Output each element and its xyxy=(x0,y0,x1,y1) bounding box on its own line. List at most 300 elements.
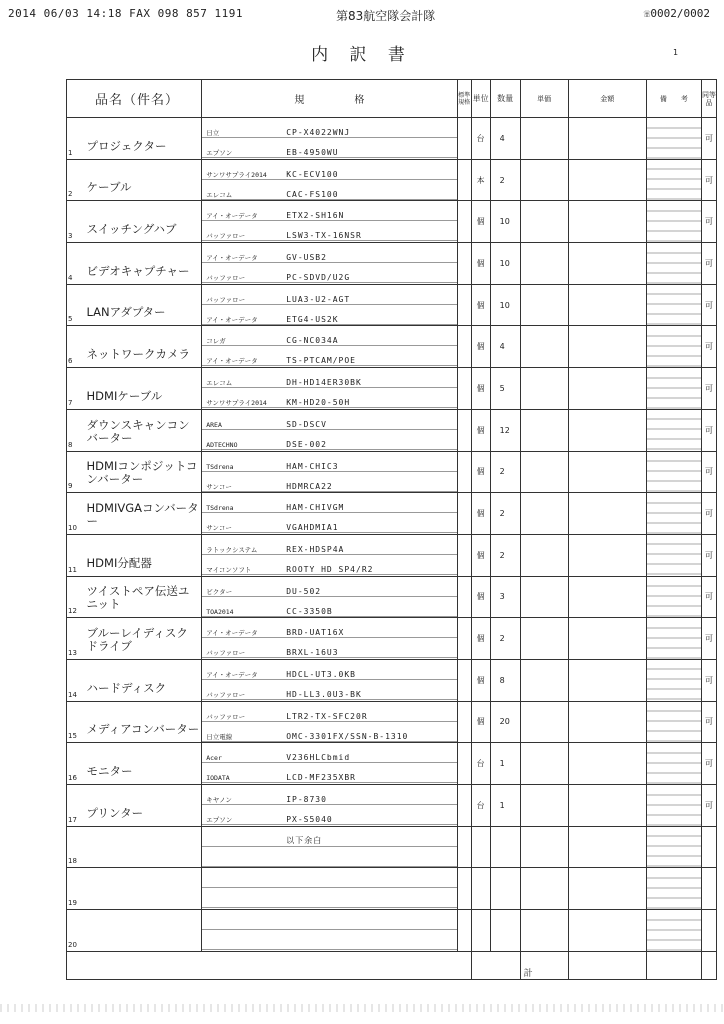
spec-model: DSE-002 xyxy=(286,439,327,449)
spec-line xyxy=(202,160,456,180)
spec-maker: アイ・オーデータ xyxy=(206,670,258,679)
item-note xyxy=(646,868,701,910)
spec-line xyxy=(202,326,456,346)
item-name: スイッチングハブ xyxy=(87,201,202,243)
spec-maker: サンコー xyxy=(206,524,232,533)
spec-line xyxy=(202,680,456,700)
spec-model: CC-3350B xyxy=(286,606,333,616)
item-unit: 台 xyxy=(471,118,490,160)
item-amount xyxy=(568,743,646,785)
item-note xyxy=(646,118,701,160)
spec-model: IP-8730 xyxy=(286,795,327,804)
spec-maker: バッファロー xyxy=(206,649,246,658)
item-row xyxy=(67,868,717,910)
item-spec xyxy=(202,201,457,243)
spec-line xyxy=(202,555,456,575)
spec-model: GV-USB2 xyxy=(286,253,327,263)
spec-line xyxy=(202,180,456,200)
spec-model: BRXL-16U3 xyxy=(286,648,339,658)
page-number: 1 xyxy=(673,48,679,57)
spec-model: SD-DSCV xyxy=(286,419,327,429)
item-name: HDMI分配器 xyxy=(87,534,202,576)
item-spec xyxy=(202,409,457,451)
item-standard xyxy=(457,451,471,493)
item-qty: 20 xyxy=(490,701,520,743)
item-name: ケーブル xyxy=(87,159,202,201)
item-standard xyxy=(457,659,471,701)
item-equivalent: 可 xyxy=(701,118,716,160)
item-equivalent xyxy=(701,910,716,952)
item-number: 20 xyxy=(67,910,87,952)
item-equivalent: 可 xyxy=(701,409,716,451)
item-qty: 4 xyxy=(490,118,520,160)
item-equivalent: 可 xyxy=(701,534,716,576)
header-note: 備 考 xyxy=(646,80,701,118)
spec-model: HD-LL3.0U3-BK xyxy=(286,689,362,699)
item-name: プリンター xyxy=(87,785,202,827)
spec-model: ETG4-US2K xyxy=(286,314,339,324)
spec-maker: コレガ xyxy=(206,337,226,346)
spec-line xyxy=(202,346,456,366)
item-amount xyxy=(568,618,646,660)
item-name xyxy=(87,826,202,868)
item-amount xyxy=(568,284,646,326)
spec-line xyxy=(202,638,456,658)
item-number: 2 xyxy=(67,159,87,201)
spec-model: ROOTY HD SP4/R2 xyxy=(286,564,374,574)
item-unit: 個 xyxy=(471,201,490,243)
item-unit: 個 xyxy=(471,451,490,493)
spec-line xyxy=(202,785,456,805)
spec-maker: 日立 xyxy=(206,129,220,137)
spec-model: OMC-3301FX/SSN-B-1310 xyxy=(286,731,409,741)
spec-maker: サンコー xyxy=(206,482,232,491)
spec-maker: IODATA xyxy=(206,774,230,783)
spec-line xyxy=(202,388,456,408)
item-qty: 2 xyxy=(490,493,520,535)
item-price xyxy=(520,159,568,201)
spec-maker: 日立電線 xyxy=(206,732,233,741)
spec-model: CG-NC034A xyxy=(286,336,339,346)
fax-header-line: 2014 06/03 14:18 FAX 098 857 1191 xyxy=(8,7,244,20)
spec-line xyxy=(202,618,456,638)
spec-maker: キヤノン xyxy=(206,796,232,804)
spec-model: 以下余白 xyxy=(286,835,323,845)
spec-model: CP-X4022WNJ xyxy=(286,128,351,137)
spec-line xyxy=(202,847,456,867)
spec-maker: エプソン xyxy=(206,149,233,157)
spec-model: HDCL-UT3.0KB xyxy=(286,669,356,679)
item-name: ダウンスキャンコンバーター xyxy=(87,409,202,451)
spec-line xyxy=(202,221,456,241)
item-standard xyxy=(457,534,471,576)
item-name: プロジェクター xyxy=(87,118,202,160)
item-standard xyxy=(457,118,471,160)
spec-maker: TSdrena xyxy=(206,462,234,471)
item-spec xyxy=(202,493,457,535)
spec-line xyxy=(202,368,456,388)
item-row xyxy=(67,576,717,618)
item-name: HDMIVGAコンバーター xyxy=(87,493,202,535)
spec-maker: TSdrena xyxy=(206,504,234,513)
item-row xyxy=(67,493,717,535)
total-amount xyxy=(568,951,646,979)
item-note xyxy=(646,451,701,493)
header-equivalent: 同等品 xyxy=(701,80,716,118)
spec-line xyxy=(202,430,456,450)
item-unit: 台 xyxy=(471,743,490,785)
item-equivalent: 可 xyxy=(701,743,716,785)
item-name xyxy=(87,868,202,910)
item-name: ネットワークカメラ xyxy=(87,326,202,368)
spec-maker: AREA xyxy=(206,420,222,429)
spec-maker: バッファロー xyxy=(206,232,246,241)
item-spec xyxy=(202,118,457,160)
fax-icon: ☏ xyxy=(643,7,651,20)
item-number: 15 xyxy=(67,701,87,743)
item-price xyxy=(520,534,568,576)
item-standard xyxy=(457,826,471,868)
spec-maker: ADTECHNO xyxy=(206,440,238,449)
item-amount xyxy=(568,201,646,243)
item-note xyxy=(646,701,701,743)
item-amount xyxy=(568,118,646,160)
spec-model: LCD-MF235XBR xyxy=(286,773,356,783)
spec-maker: アイ・オーデータ xyxy=(206,357,258,366)
item-unit: 個 xyxy=(471,659,490,701)
spec-maker: サンワサプライ2014 xyxy=(206,399,267,408)
item-row xyxy=(67,159,717,201)
item-equivalent: 可 xyxy=(701,576,716,618)
table-header-row xyxy=(67,80,717,118)
item-row xyxy=(67,284,717,326)
item-unit: 個 xyxy=(471,284,490,326)
item-price xyxy=(520,910,568,952)
spec-line xyxy=(202,722,456,742)
item-price xyxy=(520,409,568,451)
item-qty: 2 xyxy=(490,534,520,576)
item-number: 12 xyxy=(67,576,87,618)
item-amount xyxy=(568,868,646,910)
item-number: 14 xyxy=(67,659,87,701)
item-standard xyxy=(457,701,471,743)
item-name: メディアコンバーター xyxy=(87,701,202,743)
item-row xyxy=(67,409,717,451)
spec-model: PX-S5040 xyxy=(286,815,333,824)
spec-line xyxy=(202,263,456,283)
item-note xyxy=(646,534,701,576)
item-price xyxy=(520,451,568,493)
item-number: 3 xyxy=(67,201,87,243)
item-note xyxy=(646,243,701,285)
spec-line xyxy=(202,305,456,325)
fax-org-name: 第83航空隊会計隊 xyxy=(336,9,436,23)
item-qty: 1 xyxy=(490,785,520,827)
item-spec xyxy=(202,576,457,618)
item-spec xyxy=(202,451,457,493)
item-number: 10 xyxy=(67,493,87,535)
item-price xyxy=(520,368,568,410)
item-price xyxy=(520,326,568,368)
item-note xyxy=(646,493,701,535)
item-equivalent xyxy=(701,868,716,910)
item-spec xyxy=(202,701,457,743)
item-name: HDMIコンポジットコンバーター xyxy=(87,451,202,493)
item-note xyxy=(646,409,701,451)
item-qty: 12 xyxy=(490,409,520,451)
spec-maker: バッファロー xyxy=(206,295,246,304)
spec-model: TS-PTCAM/POE xyxy=(286,356,356,366)
item-spec xyxy=(202,284,457,326)
item-unit xyxy=(471,826,490,868)
item-unit: 個 xyxy=(471,618,490,660)
spec-maker: アイ・オーデータ xyxy=(206,629,258,638)
item-price xyxy=(520,618,568,660)
item-row xyxy=(67,659,717,701)
fax-page-count xyxy=(644,7,710,20)
item-qty: 5 xyxy=(490,368,520,410)
item-note xyxy=(646,659,701,701)
item-number: 13 xyxy=(67,618,87,660)
scan-noise xyxy=(0,1004,724,1012)
item-row xyxy=(67,743,717,785)
spec-line xyxy=(202,597,456,617)
spec-line xyxy=(202,513,456,533)
item-unit: 個 xyxy=(471,493,490,535)
item-amount xyxy=(568,326,646,368)
item-qty: 10 xyxy=(490,243,520,285)
item-qty: 1 xyxy=(490,743,520,785)
item-standard xyxy=(457,201,471,243)
spec-line xyxy=(202,660,456,680)
spec-model: LSW3-TX-16NSR xyxy=(286,231,362,241)
item-unit: 個 xyxy=(471,534,490,576)
item-qty: 4 xyxy=(490,326,520,368)
spec-line xyxy=(202,930,456,950)
item-price xyxy=(520,701,568,743)
spec-maker: エレコム xyxy=(206,190,233,199)
spec-line xyxy=(202,243,456,263)
spec-model: LUA3-U2-AGT xyxy=(286,294,351,304)
spec-maker: アイ・オーデータ xyxy=(206,212,258,221)
item-row xyxy=(67,618,717,660)
item-price xyxy=(520,493,568,535)
item-name: ツイストペア伝送ユニット xyxy=(87,576,202,618)
item-equivalent: 可 xyxy=(701,785,716,827)
spec-maker: ラトックシステム xyxy=(206,545,258,554)
item-amount xyxy=(568,576,646,618)
item-standard xyxy=(457,576,471,618)
item-price xyxy=(520,743,568,785)
item-spec xyxy=(202,618,457,660)
item-note xyxy=(646,201,701,243)
item-qty: 2 xyxy=(490,618,520,660)
item-unit: 個 xyxy=(471,701,490,743)
item-note xyxy=(646,826,701,868)
item-price xyxy=(520,118,568,160)
item-name: ブルーレイディスクドライブ xyxy=(87,618,202,660)
item-number: 17 xyxy=(67,785,87,827)
item-standard xyxy=(457,618,471,660)
spec-line xyxy=(202,763,456,783)
spec-line xyxy=(202,410,456,430)
item-unit: 本 xyxy=(471,159,490,201)
spec-model: DU-502 xyxy=(286,586,322,596)
item-spec xyxy=(202,910,457,952)
item-price xyxy=(520,201,568,243)
item-equivalent: 可 xyxy=(701,326,716,368)
header-qty: 数量 xyxy=(490,80,520,118)
item-spec xyxy=(202,368,457,410)
item-standard xyxy=(457,493,471,535)
item-equivalent: 可 xyxy=(701,284,716,326)
item-unit: 個 xyxy=(471,326,490,368)
item-standard xyxy=(457,743,471,785)
item-spec xyxy=(202,243,457,285)
item-row xyxy=(67,368,717,410)
item-amount xyxy=(568,701,646,743)
item-price xyxy=(520,868,568,910)
spec-maker: アイ・オーデータ xyxy=(206,254,258,263)
item-unit: 個 xyxy=(471,409,490,451)
item-amount xyxy=(568,534,646,576)
item-row xyxy=(67,910,717,952)
item-number: 8 xyxy=(67,409,87,451)
spec-maker: エレコム xyxy=(206,379,233,388)
spec-line xyxy=(202,285,456,305)
item-standard xyxy=(457,284,471,326)
item-equivalent: 可 xyxy=(701,701,716,743)
item-unit xyxy=(471,910,490,952)
item-number: 1 xyxy=(67,118,87,160)
fax-page-number: 0002/0002 xyxy=(650,7,710,20)
spec-maker: バッファロー xyxy=(206,712,246,721)
item-number: 6 xyxy=(67,326,87,368)
item-amount xyxy=(568,159,646,201)
total-label: 計 xyxy=(520,951,568,979)
item-name: モニター xyxy=(87,743,202,785)
item-amount xyxy=(568,910,646,952)
item-name: LANアダプター xyxy=(87,284,202,326)
spec-line xyxy=(202,138,456,158)
item-name: HDMIケーブル xyxy=(87,368,202,410)
item-qty xyxy=(490,826,520,868)
item-equivalent: 可 xyxy=(701,493,716,535)
spec-model: HAM-CHIC3 xyxy=(286,461,339,471)
item-amount xyxy=(568,826,646,868)
header-standard: 標準規格 xyxy=(457,80,471,118)
item-spec xyxy=(202,868,457,910)
header-spec: 規 格 xyxy=(202,80,457,118)
item-qty: 2 xyxy=(490,159,520,201)
item-unit: 個 xyxy=(471,243,490,285)
spec-line xyxy=(202,827,456,847)
spec-line xyxy=(202,472,456,492)
item-qty xyxy=(490,910,520,952)
item-unit: 個 xyxy=(471,576,490,618)
item-row xyxy=(67,701,717,743)
item-note xyxy=(646,618,701,660)
item-note xyxy=(646,368,701,410)
header-amount: 金額 xyxy=(568,80,646,118)
item-number: 19 xyxy=(67,868,87,910)
item-amount xyxy=(568,659,646,701)
item-spec xyxy=(202,785,457,827)
spec-model: HAM-CHIVGM xyxy=(286,503,345,513)
spec-maker: バッファロー xyxy=(206,690,246,699)
spec-model: KM-HD20-50H xyxy=(286,398,351,408)
item-amount xyxy=(568,368,646,410)
item-row xyxy=(67,451,717,493)
breakdown-table xyxy=(66,79,717,980)
spec-line xyxy=(202,743,456,763)
item-standard xyxy=(457,326,471,368)
item-qty xyxy=(490,868,520,910)
spec-maker: エプソン xyxy=(206,816,233,824)
total-row xyxy=(67,951,717,979)
spec-model: PC-SDVD/U2G xyxy=(286,273,351,283)
spec-line xyxy=(202,868,456,888)
spec-line xyxy=(202,805,456,825)
spec-model: ETX2-SH16N xyxy=(286,211,345,221)
item-note xyxy=(646,910,701,952)
spec-model: LTR2-TX-SFC20R xyxy=(286,711,368,721)
item-spec xyxy=(202,159,457,201)
item-amount xyxy=(568,243,646,285)
item-equivalent: 可 xyxy=(701,368,716,410)
item-equivalent: 可 xyxy=(701,659,716,701)
spec-maker: ビクター xyxy=(206,587,233,596)
item-standard xyxy=(457,409,471,451)
item-equivalent: 可 xyxy=(701,451,716,493)
spec-maker: TOA2014 xyxy=(206,607,234,616)
item-number: 11 xyxy=(67,534,87,576)
item-qty: 8 xyxy=(490,659,520,701)
item-number: 5 xyxy=(67,284,87,326)
item-price xyxy=(520,659,568,701)
spec-maker: マイコンソフト xyxy=(206,565,252,574)
item-number: 18 xyxy=(67,826,87,868)
item-unit xyxy=(471,868,490,910)
item-note xyxy=(646,743,701,785)
item-standard xyxy=(457,243,471,285)
item-row xyxy=(67,785,717,827)
spec-model: V236HLCbmid xyxy=(286,753,351,763)
item-qty: 3 xyxy=(490,576,520,618)
item-row xyxy=(67,118,717,160)
item-number: 7 xyxy=(67,368,87,410)
item-equivalent: 可 xyxy=(701,159,716,201)
spec-maker: アイ・オーデータ xyxy=(206,315,258,324)
spec-maker: バッファロー xyxy=(206,274,246,283)
spec-maker: サンワサプライ2014 xyxy=(206,170,267,179)
item-unit: 個 xyxy=(471,368,490,410)
spec-line xyxy=(202,452,456,472)
item-standard xyxy=(457,785,471,827)
item-spec xyxy=(202,826,457,868)
spec-maker: Acer xyxy=(206,754,222,763)
item-standard xyxy=(457,159,471,201)
spec-line xyxy=(202,888,456,908)
item-price xyxy=(520,576,568,618)
item-row xyxy=(67,534,717,576)
item-row xyxy=(67,826,717,868)
spec-line xyxy=(202,702,456,722)
item-amount xyxy=(568,451,646,493)
page-title: 内 訳 書 xyxy=(311,45,413,65)
spec-line xyxy=(202,910,456,930)
item-amount xyxy=(568,409,646,451)
